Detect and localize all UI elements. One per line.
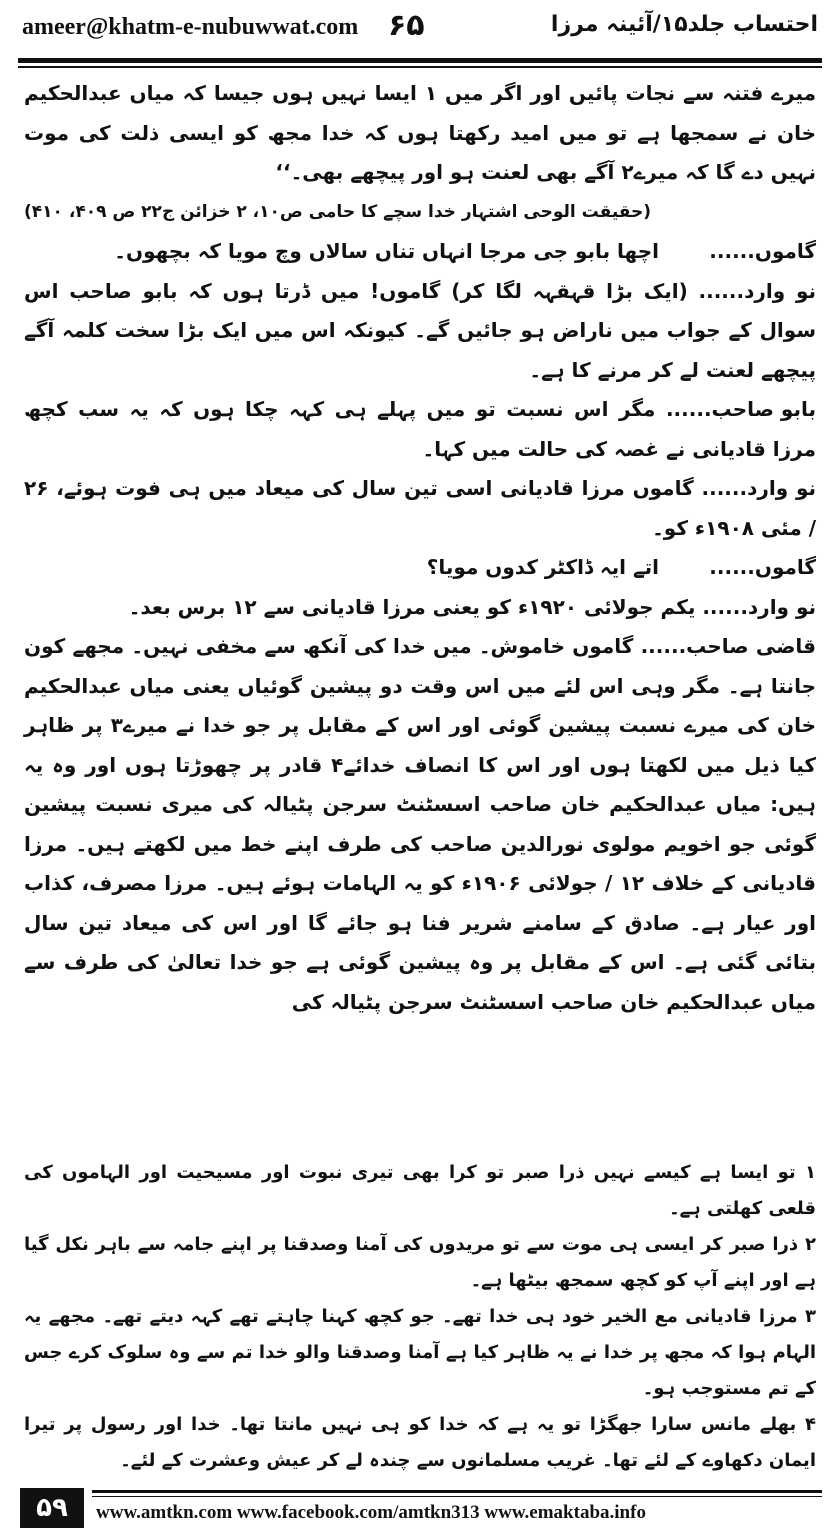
footer-rule-thin <box>92 1496 822 1497</box>
paragraph-1-text: میرے فتنہ سے نجات پائیں اور اگر میں ۱ ایسا نہیں ہوں جیسا کہ میاں عبدالحکیم خان نے سمجھا ہے تو میں امید رکھتا ہوں کہ خدا مجھ کو ایسی ذلت کی موت نہیں دے گا کہ میرے۲ آگے بھی لعنت ہو اور پیچھے بھی۔‘‘ <box>24 81 816 184</box>
speaker-label: گاموں...... <box>709 555 816 579</box>
paragraph-5: نو وارد...... گاموں مرزا قادیانی اسی تین سال کی میعاد میں ہی فوت ہوئے، ۲۶ / مئی ۱۹۰۸ء کو۔ <box>24 476 816 540</box>
footnote-3: ۳ مرزا قادیانی مع الخیر خود ہی خدا تھے۔ جو کچھ کہنا چاہتے تھے کہہ دیتے تھے۔ مجھے یہ الہام ہوا کہ مجھ پر خدا نے یہ ظاہر کیا ہے آمنا وصدقنا والو خدا تم سے وہ سلوک کرے جس کے تم مستوجب ہو۔ <box>24 1306 816 1399</box>
footnotes <box>24 1155 816 1479</box>
paragraph-1 <box>24 74 816 232</box>
paragraph-3: نو وارد...... (ایک بڑا قہقہہ لگا کر) گاموں! میں ڈرتا ہوں کہ بابو صاحب اس سوال کے جواب میں ناراض ہو جائیں گے۔ کیونکہ اس میں ایک بڑا سخت کلمہ آگے پیچھے لعنت لے کر مرنے کا ہے۔ <box>24 278 816 382</box>
header-email: ameer@khatm-e-nubuwwat.com <box>22 14 359 40</box>
speaker-label: گاموں...... <box>709 239 816 263</box>
header-title: احتساب جلد۱۵/آئینہ مرزا <box>550 12 818 37</box>
paragraph-1-reference: (حقیقت الوحی اشتہار خدا سچے کا حامی ص۱۰، ۲ خزائن ج۲۲ ص ۴۰۹، ۴۱۰) <box>24 201 652 222</box>
footer-urls: www.amtkn.com www.facebook.com/amtkn313 www.emaktaba.info <box>96 1502 646 1523</box>
footer-rule-thick <box>92 1490 822 1493</box>
main-text <box>24 74 816 1022</box>
dialogue-line-4 <box>24 390 816 469</box>
header-rule-thick <box>18 58 822 63</box>
footnote-2: ۲ ذرا صبر کر ایسی ہی موت سے تو مریدوں کی آمنا وصدقنا پر اپنے جامہ سے باہر نکل گیا ہے اور اپنے آپ کو کچھ سمجھ بیٹھا ہے۔ <box>24 1234 816 1291</box>
header-rule-thin <box>18 66 822 68</box>
footnote-4: ۴ بھلے مانس سارا جھگڑا تو یہ ہے کہ خدا کو ہی نہیں مانتا تھا۔ خدا اور رسول پر تیرا ایمان دکھاوے کے لئے تھا۔ غریب مسلمانوں سے چندہ لے کر عیش وعشرت کے لئے۔ <box>24 1414 816 1471</box>
page-header <box>0 0 840 70</box>
page-footer <box>0 1480 840 1540</box>
dialogue-text: اتے ایہ ڈاکٹر کدوں مویا؟ <box>426 555 660 579</box>
dialogue-line-6 <box>24 548 816 588</box>
dialogue-line-2 <box>24 232 816 272</box>
footer-page-number: ۵۹ <box>20 1488 84 1528</box>
paragraph-7: نو وارد...... یکم جولائی ۱۹۲۰ء کو یعنی مرزا قادیانی سے ۱۲ برس بعد۔ <box>128 594 816 619</box>
header-page-number: ۶۵ <box>388 8 425 43</box>
dialogue-text: اچھا بابو جی مرجا انہاں تناں سالاں وچ مویا کہ بچھوں۔ <box>114 239 660 263</box>
footnote-1: ۱ تو ایسا ہے کیسے نہیں ذرا صبر تو کرا بھی تیری نبوت اور مسیحیت اور الہاموں کی قلعی کھلتی ہے۔ <box>24 1162 816 1219</box>
paragraph-8: قاضی صاحب...... گاموں خاموش۔ میں خدا کی آنکھ سے مخفی نہیں۔ مجھے کون جانتا ہے۔ مگر وہی اس لئے میں اس وقت دو پیشین گوئیاں یعنی میاں عبدالحکیم خان کی میرے نسبت پیشین گوئی اور اس کے مقابل پر جو خدا نے میرے۳ پر ظاہر کیا ذیل میں لکھتا ہوں اور اس کا انصاف خدائے۴ قادر پر چھوڑتا ہوں اور وہ یہ ہیں: میاں عبدالحکیم خان صاحب اسسٹنٹ سرجن پٹیالہ کی میری نسبت پیشین گوئی جو اخویم مولوی نورالدین صاحب کی طرف اپنے خط میں لکھتے ہیں۔ مرزا قادیانی کے خلاف ۱۲ / جولائی ۱۹۰۶ء کو یہ الہامات ہوئے ہیں۔ مرزا مصرف، کذاب اور عیار ہے۔ صادق کے سامنے شریر فنا ہو جائے گا اور اس کی میعاد تین سال بتائی گئی ہے۔ اس کے مقابل پر وہ پیشین گوئی ہے جو خدا تعالیٰ کی طرف سے میاں عبدالحکیم خان صاحب اسسٹنٹ سرجن پٹیالہ کی <box>24 634 817 1014</box>
dialogue-text: مگر اس نسبت تو میں پہلے ہی کہہ چکا ہوں کہ یہ سب کچھ مرزا قادیانی نے غصہ کی حالت میں کہا۔ <box>24 397 816 461</box>
speaker-label: بابو صاحب...... <box>665 397 816 421</box>
